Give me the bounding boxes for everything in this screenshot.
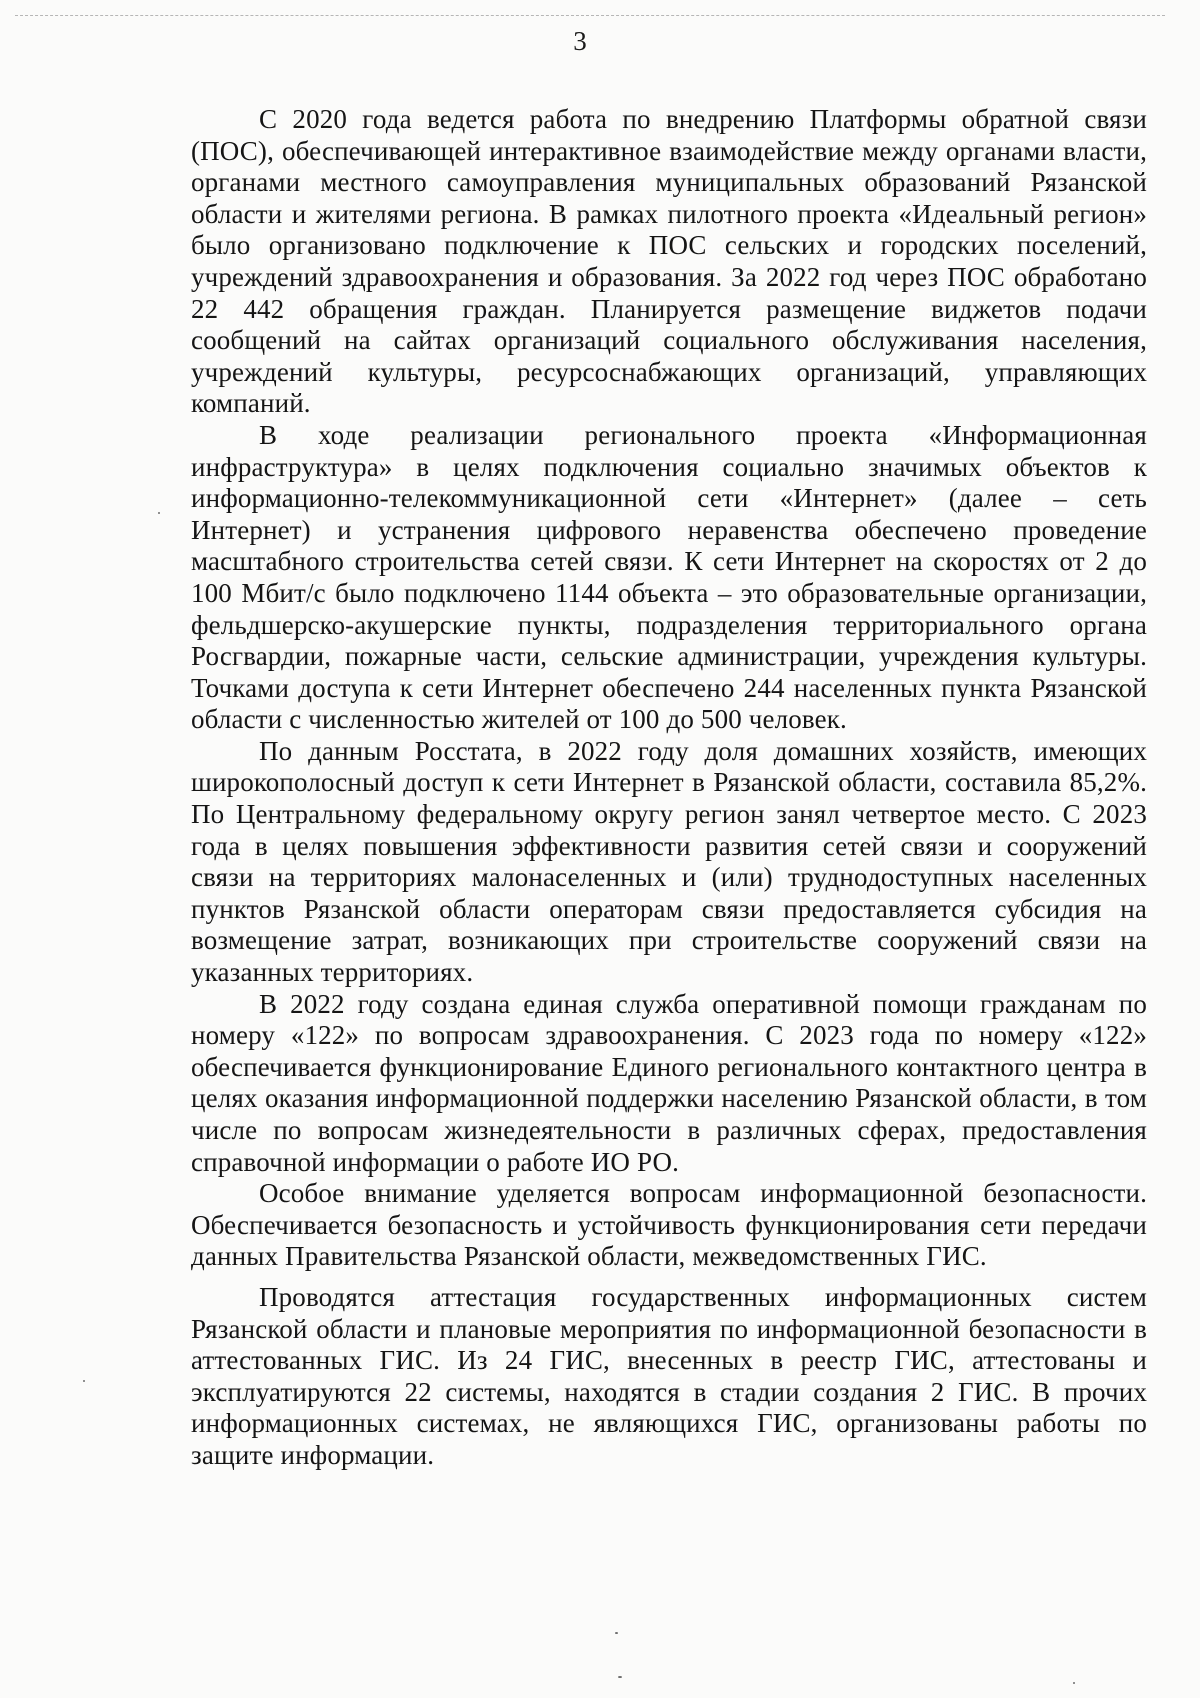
page-number: 3 <box>573 26 587 56</box>
scan-top-edge <box>15 15 1165 16</box>
scan-speck <box>83 1380 85 1382</box>
paragraph-service-122: В 2022 году создана единая служба оперативной помощи гражданам по номеру «122» по вопросам здравоохранения. С 2023 года по номеру «122» обеспечивается функционирование Единого регионального контактного центра в целях оказания информационной поддержки населению Рязанской области, в том числе по вопросам жизнедеятельности в различных сферах, предоставления справочной информации о работе ИО РО. <box>191 988 1147 1177</box>
scan-speck <box>158 512 160 514</box>
paragraph-gis-attestation: Проводятся аттестация государственных информационных систем Рязанской области и плановые мероприятия по информационной безопасности в аттестованных ГИС. Из 24 ГИС, внесенных в реестр ГИС, аттестованы и эксплуатируются 22 системы, находятся в стадии создания 2 ГИС. В прочих информационных системах, не являющихся ГИС, организованы работы по защите информации. <box>191 1281 1147 1470</box>
document-body <box>191 104 1147 1472</box>
scan-speck <box>618 1676 622 1678</box>
paragraph-feedback-platform: С 2020 года ведется работа по внедрению Платформы обратной связи (ПОС), обеспечивающей интерактивное взаимодействие между органами власти, органами местного самоуправления муниципальных образований Рязанской области и жителями региона. В рамках пилотного проекта «Идеальный регион» было организовано подключение к ПОС сельских и городских поселений, учреждений здравоохранения и образования. За 2022 год через ПОС обработано 22 442 обращения граждан. Планируется размещение виджетов подачи сообщений на сайтах организаций социального обслуживания населения, учреждений культуры, ресурсоснабжающих организаций, управляющих компаний. <box>191 104 1147 419</box>
paragraph-information-security: Особое внимание уделяется вопросам информационной безопасности. Обеспечивается безопасность и устойчивость функционирования сети передачи данных Правительства Рязанской области, межведомственных ГИС. <box>191 1178 1147 1272</box>
scan-speck <box>1073 1682 1075 1684</box>
paragraph-broadband-access: По данным Росстата, в 2022 году доля домашних хозяйств, имеющих широкополосный доступ к сети Интернет в Рязанской области, составила 85,2%. По Центральному федеральному округу регион занял четвертое место. С 2023 года в целях повышения эффективности развития сетей связи и сооружений связи на территориях малонаселенных и (или) труднодоступных населенных пунктов Рязанской области операторам связи предоставляется субсидия на возмещение затрат, возникающих при строительстве сооружений связи на указанных территориях. <box>191 735 1147 988</box>
scan-speck <box>615 1632 618 1634</box>
paragraph-information-infrastructure: В ходе реализации регионального проекта «Информационная инфраструктура» в целях подключения социально значимых объектов к информационно-телекоммуникационной сети «Интернет» (далее – сеть Интернет) и устранения цифрового неравенства обеспечено проведение масштабного строительства сетей связи. К сети Интернет на скоростях от 2 до 100 Мбит/с было подключено 1144 объекта – это образовательные организации, фельдшерско-акушерские пункты, подразделения территориального органа Росгвардии, пожарные части, сельские администрации, учреждения культуры. Точками доступа к сети Интернет обеспечено 244 населенных пункта Рязанской области с численностью жителей от 100 до 500 человек. <box>191 419 1147 735</box>
